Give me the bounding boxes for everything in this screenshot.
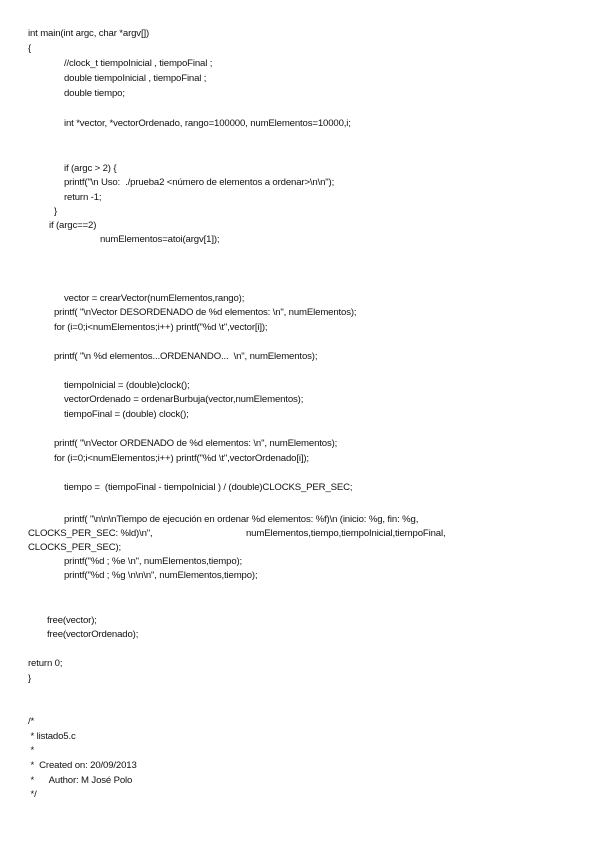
code-line: printf("\n Uso: ./prueba2 <número de elementos a ordenar>\n\n"); <box>64 177 335 188</box>
code-line: if (argc==2) <box>49 220 97 231</box>
code-line: double tiempo; <box>64 88 125 99</box>
code-line: { <box>28 43 32 54</box>
comment-line: * Author: M José Polo <box>28 775 133 786</box>
comment-line: * <box>28 745 35 756</box>
code-line: printf("%d ; %g \n\n\n", numElementos,tiempo); <box>64 570 258 581</box>
comment-line: * listado5.c <box>28 731 76 742</box>
code-line: return 0; <box>28 658 63 669</box>
code-line: for (i=0;i<numElementos;i++) printf("%d \t",vectorOrdenado[i]); <box>54 453 309 464</box>
code-line: int *vector, *vectorOrdenado, rango=100000, numElementos=10000,i; <box>64 118 351 129</box>
code-line: } <box>28 673 32 684</box>
code-line: vector = crearVector(numElementos,rango); <box>64 293 245 304</box>
code-line: double tiempoInicial , tiempoFinal ; <box>64 73 207 84</box>
code-line: printf( "\n %d elementos...ORDENANDO... \n", numElementos); <box>54 351 318 362</box>
code-line: int main(int argc, char *argv[]) <box>28 28 150 39</box>
code-line: CLOCKS_PER_SEC); <box>28 542 122 553</box>
code-line: } <box>54 206 58 217</box>
code-line: vectorOrdenado = ordenarBurbuja(vector,numElementos); <box>64 394 304 405</box>
code-line: printf("%d ; %e \n", numElementos,tiempo); <box>64 556 243 567</box>
comment-line: */ <box>28 789 37 800</box>
code-line: free(vectorOrdenado); <box>47 629 139 640</box>
code-line: printf( "\n\n\nTiempo de ejecución en ordenar %d elementos: %f)\n (inicio: %g, fin: %g, <box>64 514 419 525</box>
code-line: tiempoInicial = (double)clock(); <box>64 380 190 391</box>
comment-line: /* <box>28 716 35 727</box>
code-line: return -1; <box>64 192 102 203</box>
code-line: tiempo = (tiempoFinal - tiempoInicial ) / (double)CLOCKS_PER_SEC; <box>64 482 353 493</box>
code-line: free(vector); <box>47 615 97 626</box>
code-line: if (argc > 2) { <box>64 163 117 174</box>
comment-line: * Created on: 20/09/2013 <box>28 760 137 771</box>
code-line: //clock_t tiempoInicial , tiempoFinal ; <box>64 58 213 69</box>
code-line: tiempoFinal = (double) clock(); <box>64 409 189 420</box>
code-line: printf( "\nVector DESORDENADO de %d elementos: \n", numElementos); <box>54 307 357 318</box>
code-line: for (i=0;i<numElementos;i++) printf("%d \t",vector[i]); <box>54 322 268 333</box>
code-line: printf( "\nVector ORDENADO de %d elementos: \n", numElementos); <box>54 438 338 449</box>
code-line: numElementos=atoi(argv[1]); <box>100 234 220 245</box>
code-line: CLOCKS_PER_SEC: %ld)\n", <box>28 528 153 539</box>
code-line: numElementos,tiempo,tiempoInicial,tiempoFinal, <box>246 528 446 539</box>
